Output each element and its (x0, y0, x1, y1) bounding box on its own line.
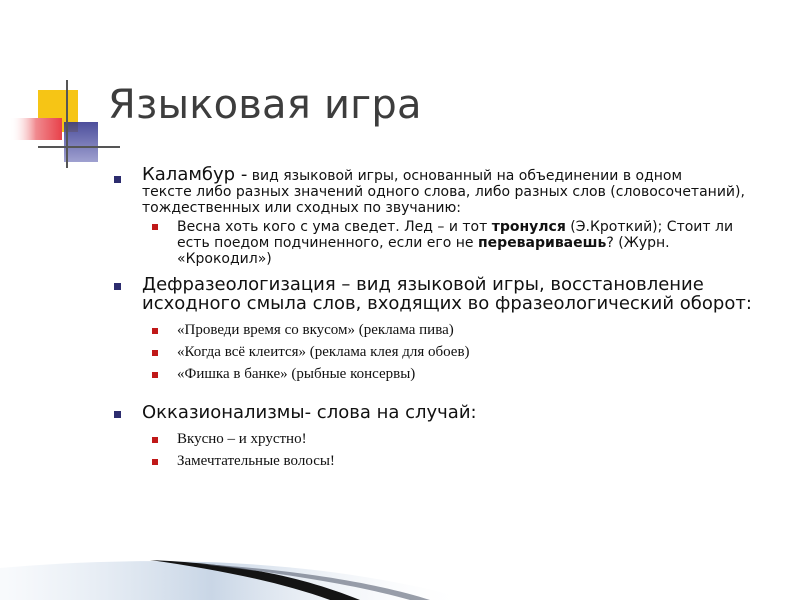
example-beer: «Проведи время со вкусом» (реклама пива) (177, 322, 454, 338)
list-item (112, 450, 762, 472)
example-text-1: Весна хоть кого с ума сведет. Лед – и тот (177, 219, 492, 235)
bullet-defrazeologizatsiya (112, 275, 762, 313)
logo-vertical-line (66, 80, 68, 168)
example-crunchy: Вкусно – и хрустно! (177, 431, 307, 447)
sub-bullet-marker (152, 372, 158, 378)
example-glue: «Когда всё клеится» (реклама клея для обоев) (177, 344, 470, 360)
bottom-wave-decoration (0, 540, 800, 600)
example-text-2: (Э.Кроткий); Стоит ли есть поедом подчиненного, если его не (177, 219, 734, 251)
bullet-marker (114, 411, 121, 418)
bullet-kalambur (112, 165, 762, 216)
kalambur-example (112, 219, 762, 267)
sub-bullet-marker (152, 459, 158, 465)
bullet-marker (114, 176, 121, 183)
kalambur-desc-lead: вид языковой игры, основанный на объединении в одном (247, 168, 683, 184)
example-fish: «Фишка в банке» (рыбные консервы) (177, 366, 416, 382)
kalambur-desc-rest: тексте либо разных значений одного слова, либо разных слов (словосочетаний), тождественных или сходных по звучанию: (142, 184, 745, 216)
list-item (112, 363, 762, 385)
list-item (112, 428, 762, 450)
example-bold-2: перевариваешь (478, 235, 607, 251)
sub-bullet-marker (152, 224, 158, 230)
defrazeologizatsiya-examples (112, 319, 762, 385)
sub-bullet-marker (152, 437, 158, 443)
example-hair: Замечтательные волосы! (177, 453, 335, 469)
sub-bullet-marker (152, 350, 158, 356)
list-item (112, 319, 762, 341)
bullet-okkazionalizmy (112, 403, 762, 422)
logo-red-bar (10, 118, 62, 140)
slide-content (112, 165, 762, 472)
defrazeologizatsiya-text: Дефразеологизация – вид языковой игры, восстановление исходного смыла слов, входящих во фразеологический оборот: (142, 274, 752, 314)
logo-blue-square (64, 122, 98, 162)
example-text-3: ? (Журн. «Крокодил») (177, 235, 670, 267)
corner-logo-graphic (0, 0, 120, 170)
okkazionalizmy-examples (112, 428, 762, 472)
list-item (112, 341, 762, 363)
sub-bullet-marker (152, 328, 158, 334)
okkazionalizmy-text: Окказионализмы- слова на случай: (142, 402, 477, 423)
slide-title: Языковая игра (108, 82, 422, 128)
term-kalambur: Каламбур - (142, 164, 248, 185)
bullet-marker (114, 283, 121, 290)
logo-horizontal-line (38, 146, 120, 148)
example-bold-1: тронулся (491, 219, 566, 235)
